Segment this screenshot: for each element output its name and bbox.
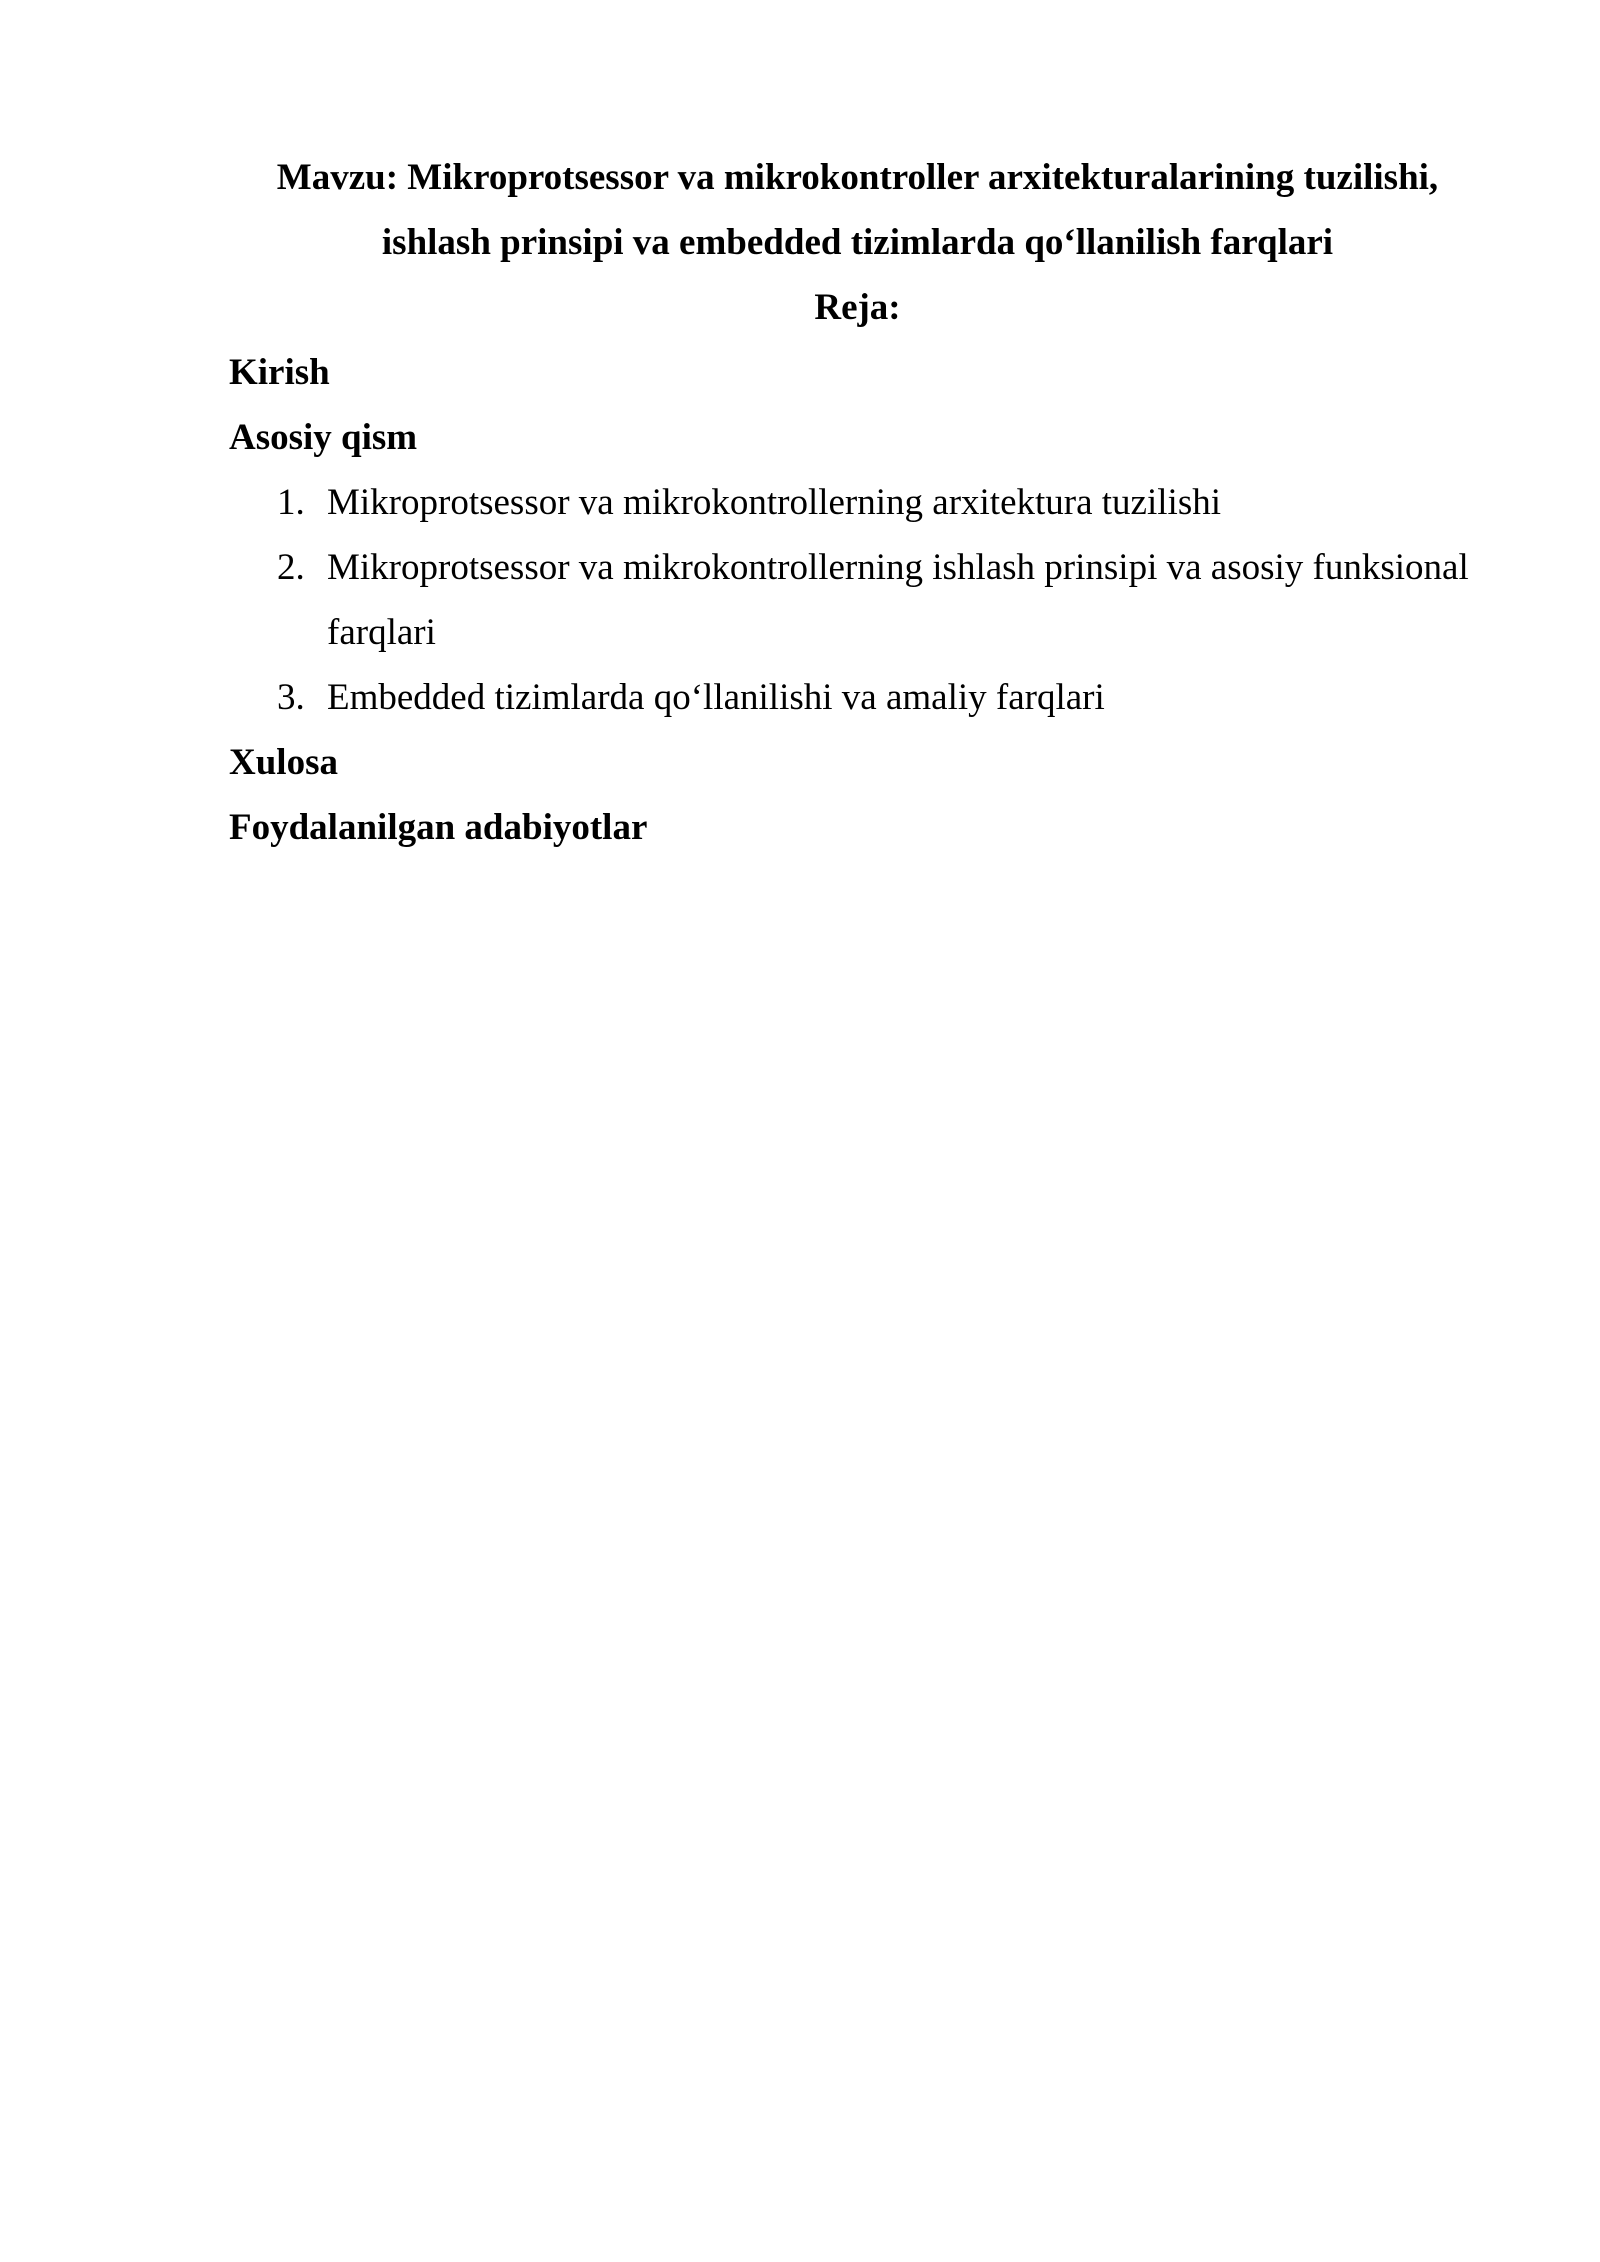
section-references: Foydalanilgan adabiyotlar xyxy=(229,807,648,848)
list-item-text: Mikroprotsessor va mikrokontrollerning ishlash prinsipi va asosiy funksional farqlari xyxy=(327,547,1469,653)
list-item-text: Embedded tizimlarda qo‘llanilishi va amaliy farqlari xyxy=(327,677,1105,718)
plan-heading: Reja: xyxy=(814,287,901,328)
list-item-number: 1. xyxy=(277,482,305,523)
list-item xyxy=(229,470,1507,535)
list-item-number: 2. xyxy=(277,547,305,588)
list-item xyxy=(229,665,1507,730)
list-item-text: Mikroprotsessor va mikrokontrollerning arxitektura tuzilishi xyxy=(327,482,1221,523)
document-content xyxy=(229,145,1499,860)
list-item xyxy=(229,535,1507,665)
plan-list xyxy=(229,470,1499,730)
section-intro: Kirish xyxy=(229,352,330,393)
title-line-1: Mavzu: Mikroprotsessor va mikrokontroller arxitekturalarining tuzilishi, xyxy=(276,157,1439,198)
section-main: Asosiy qism xyxy=(229,417,418,458)
list-item-number: 3. xyxy=(277,677,305,718)
section-conclusion: Xulosa xyxy=(229,742,338,783)
title-line-2: ishlash prinsipi va embedded tizimlarda qo‘llanilish farqlari xyxy=(381,222,1334,263)
